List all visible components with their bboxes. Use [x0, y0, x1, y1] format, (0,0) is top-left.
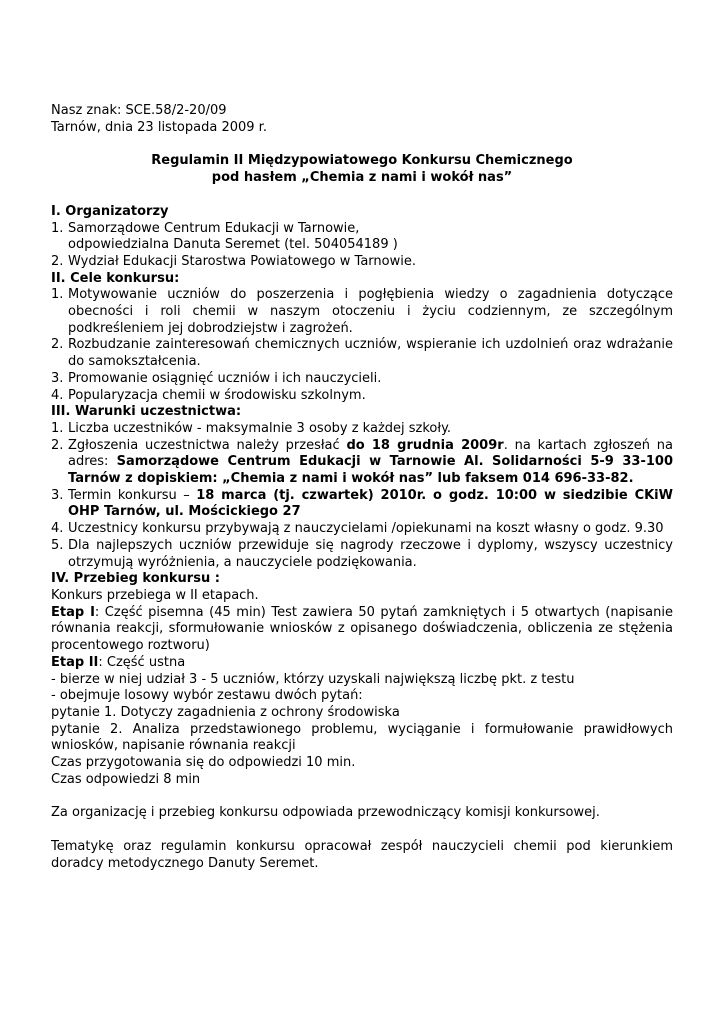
list-text: Termin konkursu – — [68, 487, 197, 503]
procedure-intro: Konkurs przebiega w II etapach. — [51, 587, 259, 603]
stage-2-label: Etap II — [51, 654, 99, 670]
list-item — [51, 371, 673, 388]
contest-date-venue: 18 marca (tj. czwartek) 2010r. o godz. 10:00 w siedzibie CKiW OHP Tarnów, ul. Mościckiego 27 — [68, 487, 673, 520]
reference-number: Nasz znak: SCE.58/2-20/09 — [51, 103, 227, 118]
list-text: Samorządowe Centrum Edukacji w Tarnowie, — [68, 220, 360, 236]
list-item — [51, 488, 673, 521]
submission-address: Samorządowe Centrum Edukacji w Tarnowie Al. Solidarności 5-9 33-100 Tarnów z dopiskiem: „Chemia z nami i wokół nas” lub faksem 014 696-33-82. — [68, 454, 673, 487]
stage-1-text: : Część pisemna (45 min) Test zawiera 50 pytań zamkniętych i 5 otwartych (napisanie równania reakcji, sformułowanie wniosków z opisanego doświadczenia, obliczenia ze stężenia procentowego roztworu) — [51, 604, 673, 654]
list-number: 1. — [51, 420, 64, 436]
list-item — [51, 254, 673, 271]
stage-2-line: Czas przygotowania się do odpowiedzi 10 min. — [51, 755, 356, 771]
deadline-date: do 18 grudnia 2009r — [346, 437, 504, 453]
list-item — [51, 221, 673, 254]
stage-1-label: Etap I — [51, 604, 95, 620]
list-number: 4. — [51, 521, 64, 537]
document-page — [51, 103, 673, 873]
list-text: Uczestnicy konkursu przybywają z nauczycielami /opiekunami na koszt własny o godz. 9.30 — [68, 521, 664, 537]
list-text: Rozbudzanie zainteresowań chemicznych uczniów, wspieranie ich uzdolnień oraz wdrażanie do samokształcenia. — [68, 337, 673, 370]
list-number: 1. — [51, 287, 64, 303]
list-number: 4. — [51, 387, 64, 403]
stage-2-line: - obejmuje losowy wybór zestawu dwóch pytań: — [51, 688, 363, 704]
list-text: Liczba uczestników - maksymalnie 3 osoby z każdej szkoły. — [68, 420, 452, 436]
document-title-line-2: pod hasłem „Chemia z nami i wokół nas” — [211, 170, 513, 186]
list-item — [51, 337, 673, 370]
stage-1-paragraph — [51, 605, 673, 655]
list-text: Zgłoszenia uczestnictwa należy przesłać — [68, 437, 347, 453]
list-number: 2. — [51, 437, 64, 453]
list-item — [51, 287, 673, 337]
list-number: 3. — [51, 370, 64, 386]
closing-paragraph-1: Za organizację i przebieg konkursu odpowiada przewodniczący komisji konkursowej. — [51, 805, 600, 821]
list-item — [51, 538, 673, 571]
stage-2-line: pytanie 2. Analiza przedstawionego problemu, wyciąganie i formułowanie prawidłowych wniosków, napisanie równania reakcji — [51, 721, 673, 754]
list-number: 5. — [51, 537, 64, 553]
list-text: Motywowanie uczniów do poszerzenia i pogłębienia wiedzy o zagadnienia dotyczące obecności i roli chemii w naszym otoczeniu i życiu codziennym, ze szczególnym podkreśleniem jej dobrodziejstw i zagrożeń. — [68, 287, 673, 336]
section-heading-organizers: I. Organizatorzy — [51, 203, 169, 219]
list-number: 3. — [51, 487, 64, 503]
stage-2-paragraph — [51, 655, 673, 672]
place-date: Tarnów, dnia 23 listopada 2009 r. — [51, 119, 267, 135]
document-title-line-1: Regulamin II Międzypowiatowego Konkursu Chemicznego — [151, 153, 573, 169]
list-number: 1. — [51, 220, 64, 236]
list-item — [51, 521, 673, 538]
list-number: 2. — [51, 253, 64, 269]
stage-2-line: Czas odpowiedzi 8 min — [51, 771, 201, 787]
section-heading-goals: II. Cele konkursu: — [51, 270, 180, 286]
stage-2-text: : Część ustna — [98, 654, 186, 670]
section-heading-procedure: IV. Przebieg konkursu : — [51, 571, 220, 587]
list-text: odpowiedzialna Danuta Seremet (tel. 504054189 ) — [68, 237, 398, 253]
list-number: 2. — [51, 337, 64, 353]
list-text: Wydział Edukacji Starostwa Powiatowego w Tarnowie. — [68, 253, 416, 269]
stage-2-line: - bierze w niej udział 3 - 5 uczniów, którzy uzyskali największą liczbę pkt. z testu — [51, 671, 575, 687]
list-item — [51, 438, 673, 488]
list-item — [51, 421, 673, 438]
list-item — [51, 388, 673, 405]
list-text: Dla najlepszych uczniów przewiduje się nagrody rzeczowe i dyplomy, wszyscy uczestnicy otrzymują wyróżnienia, a nauczyciele podziękowania. — [68, 537, 673, 570]
list-text: . na kartach zgłoszeń na adres: — [68, 437, 673, 470]
section-heading-conditions: III. Warunki uczestnictwa: — [51, 404, 242, 420]
closing-paragraph-2: Tematykę oraz regulamin konkursu opracował zespół nauczycieli chemii pod kierunkiem doradcy metodycznego Danuty Seremet. — [51, 839, 673, 871]
stage-2-line: pytanie 1. Dotyczy zagadnienia z ochrony środowiska — [51, 704, 400, 720]
list-text: Promowanie osiągnięć uczniów i ich nauczycieli. — [68, 370, 382, 386]
list-text: Popularyzacja chemii w środowisku szkolnym. — [68, 387, 366, 403]
